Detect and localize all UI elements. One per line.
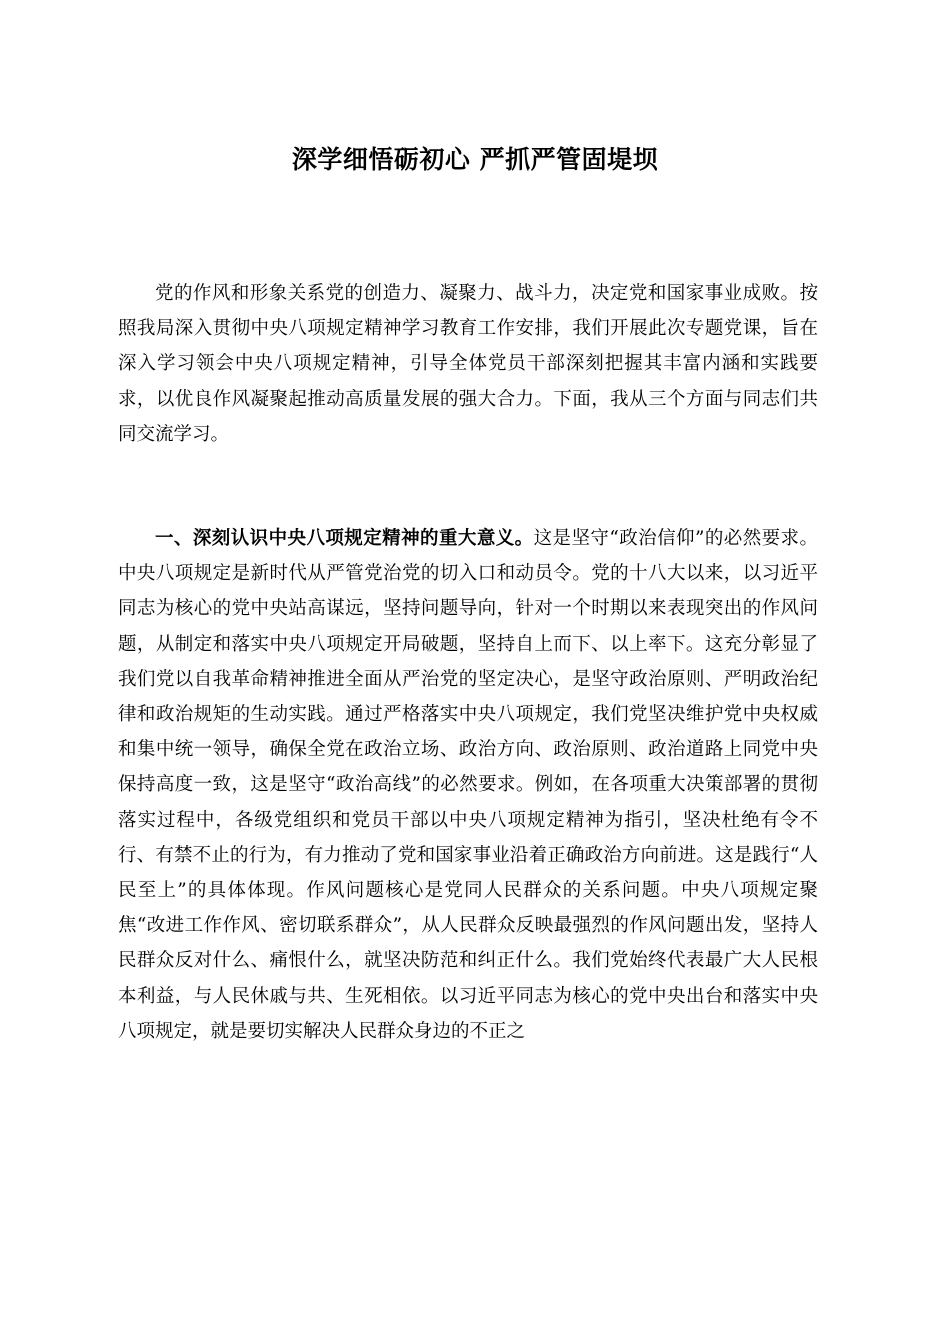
intro-paragraph	[118, 276, 818, 452]
section-one-paragraph	[118, 521, 818, 1049]
section-one-text: 这是坚守“政治信仰”的必然要求。中央八项规定是新时代从严管党治党的切入口和动员令。党的十八大以来，以习近平同志为核心的党中央站高谋远，坚持问题导向，针对一个时期以来表现突出的作风问题，从制定和落实中央八项规定开局破题，坚持自上而下、以上率下。这充分彰显了我们党以自我革命精神推进全面从严治党的坚定决心，是坚守政治原则、严明政治纪律和政治规矩的生动实践。通过严格落实中央八项规定，我们党坚决维护党中央权威和集中统一领导，确保全党在政治立场、政治方向、政治原则、政治道路上同党中央保持高度一致，这是坚守“政治高线”的必然要求。例如，在各项重大决策部署的贯彻落实过程中，各级党组织和党员干部以中央八项规定精神为指引，坚决杜绝有令不行、有禁不止的行为，有力推动了党和国家事业沿着正确政治方向前进。这是践行“人民至上”的具体体现。作风问题核心是党同人民群众的关系问题。中央八项规定聚焦“改进工作作风、密切联系群众”，从人民群众反映最强烈的作风问题出发，坚持人民群众反对什么、痛恨什么，就坚决防范和纠正什么。我们党始终代表最广大人民根本利益，与人民休戚与共、生死相依。以习近平同志为核心的党中央出台和落实中央八项规定，就是要切实解决人民群众身边的不正之	[118, 528, 818, 1042]
section-one-heading: 一、深刻认识中央八项规定精神的重大意义。	[155, 528, 534, 549]
intro-paragraph-text: 党的作风和形象关系党的创造力、凝聚力、战斗力，决定党和国家事业成败。按照我局深入贯彻中央八项规定精神学习教育工作安排，我们开展此次专题党课，旨在深入学习领会中央八项规定精神，引导全体党员干部深刻把握其丰富内涵和实践要求，以优良作风凝聚起推动高质量发展的强大合力。下面，我从三个方面与同志们共同交流学习。	[118, 283, 818, 445]
document-title: 深学细悟砺初心 严抓严管固堤坝	[291, 145, 659, 174]
